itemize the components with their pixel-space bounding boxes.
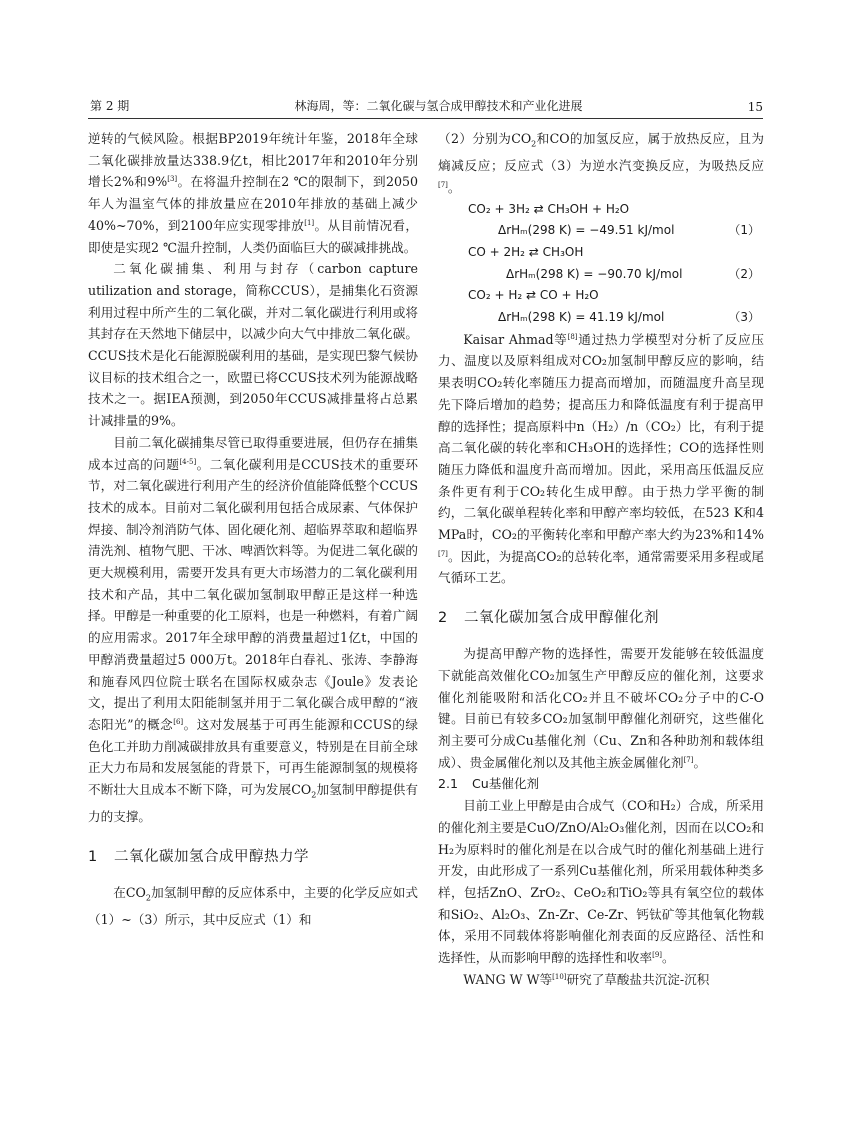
paragraph-text: 在CO	[113, 885, 146, 901]
equation-2-enthalpy	[438, 264, 764, 286]
paragraph-text: 加氢制甲醇的反应体系中，主要的化学反应如式（1）~（3）所示，其中反应式（1）和	[88, 885, 419, 928]
citation: [10]	[552, 972, 567, 981]
paragraph	[438, 643, 764, 773]
paragraph-text: 。二氧化碳利用是CCUS技术的重要环节，对二氧化碳进行利用产生的经济价值能降低整个CCUS技术的成本。目前对二氧化碳利用包括合成尿素、气体保护焊接、制冷剂消防气体、固化硬化剂、超临界萃取和超临界清洗剂、植物气肥、干冰、啤酒饮料等。为促进二氧化碳的更大规模利用，需要开发具有更大市场潜力的二氧化碳利用技术和产品，其中二氧化碳加氢制取甲醇正是这样一种选择。甲醇是一种重要的化工原料，也是一种燃料，有着广阔的应用需求。2017年全球甲醇的消费量超过1亿t，中国的甲醇消费量超过5 000万t。2018年白春礼、张涛、李静海和施春风四位院士联名在国际权威杂志《Joule》发表论文，提出了利用太阳能制氢并用于二氧化碳合成甲醇的“液态阳光”的概念	[88, 456, 419, 732]
running-title: 林海周，等：二氧化碳与氢合成甲醇技术和产业化进展	[294, 99, 583, 113]
paragraph-text: 。	[662, 950, 675, 966]
equation-text: ΔrHₘ(298 K) = −90.70 kJ/mol	[506, 266, 683, 281]
citation: [9]	[652, 951, 663, 960]
citation: [8]	[567, 332, 578, 341]
equation-1-enthalpy	[438, 220, 764, 242]
running-header	[90, 92, 763, 114]
subsection-heading-2-1	[438, 773, 764, 795]
paragraph-text: 。	[447, 179, 461, 195]
citation: [3]	[167, 175, 178, 184]
subsection-title: Cu基催化剂	[472, 776, 540, 792]
section-heading-2	[438, 608, 764, 628]
equation-3-enthalpy	[438, 307, 764, 329]
citation: [1]	[304, 218, 315, 227]
paragraph-text: 。这对发展基于可再生能源和CCUS的绿色化工并助力削减碳排放具有重要意义，特别是在目前全球正大力布局和发展氢能的背景下，可再生能源制氢的规模将不断壮大且成本不断下降，可为发展CO	[88, 716, 418, 798]
equation-text: CO + 2H₂ ⇄ CH₃OH	[468, 245, 584, 259]
paragraph-text: 和CO的加氢反应，属于放热反应，且为熵减反应；反应式（3）为逆水汽变换反应，为吸热反应	[438, 131, 764, 174]
section-number: 1	[88, 849, 98, 866]
equation-1-reaction	[438, 199, 764, 221]
paragraph	[88, 432, 418, 828]
paragraph	[88, 882, 418, 931]
section-title: 二氧化碳加氢合成甲醇催化剂	[464, 610, 659, 627]
paragraph-text: 逆转的气候风险。根据BP2019年统计年鉴，2018年全球二氧化碳排放量达338.9亿t，相比2017年和2010年分别增长2%和9%	[88, 131, 418, 190]
section-title: 二氧化碳加氢合成甲醇热力学	[114, 849, 309, 866]
paragraph-text: 为提高甲醇产物的选择性，需要开发能够在较低温度下就能高效催化CO₂加氢生产甲醇反应的催化剂，这要求催化剂能吸附和活化CO₂并且不破坏CO₂分子中的C-O键。目前已有较多CO₂加氢制甲醇催化剂研究，这些催化剂主要可分成Cu基催化剂（Cu、Zn和各种助剂和载体组成）、贵金属催化剂以及其他主族金属催化剂	[438, 646, 764, 770]
subscript: 2	[531, 139, 537, 149]
left-column	[88, 128, 418, 931]
equation-number: （2）	[728, 266, 760, 281]
paragraph-text: WANG W W等	[463, 971, 553, 987]
citation: [7]	[438, 180, 448, 189]
issue-label: 第 2 期	[90, 99, 130, 113]
citation: [4-5]	[179, 457, 197, 466]
paragraph: 二氧化碳捕集、利用与封存（carbon capture utilization and storage，简称CCUS），是捕集化石资源利用过程中所产生的二氧化碳，并对二氧化碳进行利用或将其封存在天然地下储层中，以减少向大气中排放二氧化碳。CCUS技术是化石能源脱碳利用的基础，是实现巴黎气候协议目标的技术组合之一，欧盟已将CCUS技术列为能源战略技术之一。据IEA预测，到2050年CCUS减排量将占总累计减排量的9%。	[88, 261, 418, 429]
section-heading-1	[88, 847, 418, 867]
citation: [7]	[683, 755, 694, 764]
equation-number: （3）	[728, 310, 760, 325]
equation-3-reaction	[438, 285, 764, 307]
paragraph-text: 目前二氧化碳捕集尽管已取得重要进展，但仍存在捕集成本过高的问题	[88, 434, 418, 472]
paragraph-text: 加氢制甲醇提供有力的支撑。	[88, 782, 419, 825]
section-number: 2	[438, 610, 448, 627]
equation-text: ΔrHₘ(298 K) = 41.19 kJ/mol	[498, 310, 665, 325]
equation-text: CO₂ + 3H₂ ⇄ CH₃OH + H₂O	[468, 201, 630, 216]
paragraph	[438, 128, 764, 199]
citation: [7]	[438, 549, 448, 558]
citation: [6]	[173, 717, 184, 726]
header-rule	[88, 118, 763, 119]
equation-2-reaction	[438, 242, 764, 264]
page-number: 15	[747, 100, 763, 114]
subsection-number: 2.1	[438, 776, 459, 792]
equation-text: ΔrHₘ(298 K) = −49.51 kJ/mol	[498, 223, 675, 238]
subscript: 2	[145, 893, 151, 903]
paragraph-text: 。因此，为提高CO₂的总转化率，通常需要采用多程或尾气循环工艺。	[438, 548, 764, 586]
paragraph-text: （2）分别为CO	[438, 131, 532, 146]
paragraph	[438, 795, 764, 969]
paragraph-text: 研究了草酸盐共沉淀-沉积	[566, 971, 710, 987]
paragraph-text: 。	[693, 754, 707, 770]
right-column	[438, 128, 764, 990]
equation-text: CO₂ + H₂ ⇄ CO + H₂O	[468, 288, 599, 303]
paragraph-text: 通过热力学模型对分析了反应压力、温度以及原料组成对CO₂加氢制甲醇反应的影响，结果表明CO₂转化率随压力提高而增加，而随温度升高呈现先下降后增加的趋势；提高压力和降低温度有利于提高甲醇的选择性；提高原料中n（H₂）/n（CO₂）比，有利于提高二氧化碳的转化率和CH₃OH的选择性；CO的选择性则随压力降低和温度升高而增加。因此，采用高压低温反应条件更有利于CO₂转化生成甲醇。由于热力学平衡的制约，二氧化碳单程转化率和甲醇产率均较低，在523 K和4 MPa时，CO₂的平衡转化率和甲醇产率大约为23%和14%	[438, 331, 764, 543]
paragraph	[88, 128, 418, 258]
paragraph	[438, 329, 764, 589]
paragraph-text: 目前工业上甲醇是由合成气（CO和H₂）合成，所采用的催化剂主要是CuO/ZnO/Al₂O₃催化剂，因而在以CO₂和H₂为原料时的催化剂是在以合成气时的催化剂基础上进行开发，由此形成了一系列Cu基催化剂，所采用载体种类多样，包括ZnO、ZrO₂、CeO₂和TiO₂等具有氧空位的载体和SiO₂、Al₂O₃、Zn-Zr、Ce-Zr、钙钛矿等其他氧化物载体，采用不同载体将影响催化剂表面的反应路径、活性和选择性，从而影响甲醇的选择性和收率	[438, 798, 764, 966]
equation-number: （1）	[728, 223, 760, 238]
paragraph	[438, 969, 764, 991]
paragraph-text: 。从目前情况看，即使是实现2 ℃温升控制，人类仍面临巨大的碳减排挑战。	[88, 217, 419, 255]
subscript: 2	[311, 790, 317, 800]
paragraph-text: Kaisar Ahmad等	[463, 331, 568, 347]
paragraph-text: 。在将温升控制在2 ℃的限制下，到2050年人为温室气体的排放量应在2010年排放的基础上减少40%~70%，到2100年应实现零排放	[88, 174, 419, 233]
